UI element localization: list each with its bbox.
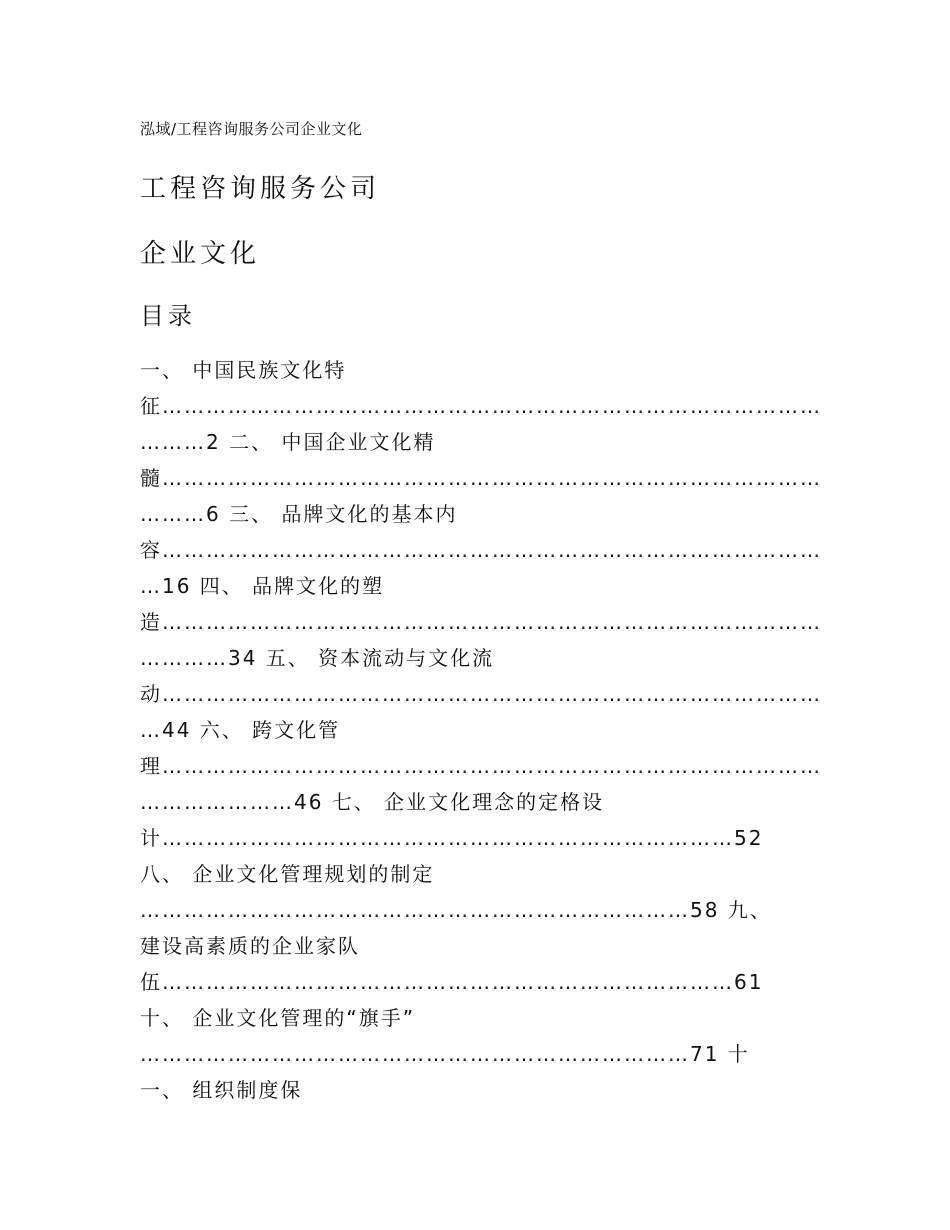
toc-line: …16 四、 品牌文化的塑 bbox=[140, 574, 385, 598]
toc-line: ………6 三、 品牌文化的基本内 bbox=[140, 502, 458, 526]
toc-line: 十、 企业文化管理的“旗手” bbox=[140, 1006, 416, 1030]
document-header: 泓域/工程咨询服务公司企业文化 bbox=[140, 120, 363, 138]
toc-line: …44 六、 跨文化管 bbox=[140, 718, 341, 742]
toc-line: 计……………………………………………………………………52 bbox=[140, 826, 764, 850]
title-culture: 企业文化 bbox=[140, 239, 261, 269]
toc-line: 动……………………………………………………………………………… bbox=[140, 682, 822, 706]
toc-line: 征……………………………………………………………………………… bbox=[140, 394, 822, 418]
toc-heading: 目录 bbox=[140, 302, 196, 330]
toc-line: 八、 企业文化管理规划的制定 bbox=[140, 862, 435, 886]
toc-line: 建设高素质的企业家队 bbox=[140, 934, 360, 958]
toc-line: …………………………………………………………………71 十 bbox=[140, 1042, 750, 1066]
toc-line: 容……………………………………………………………………………… bbox=[140, 538, 822, 562]
toc-line: …………………46 七、 企业文化理念的定格设 bbox=[140, 790, 605, 814]
toc-line: 一、 中国民族文化特 bbox=[140, 358, 347, 382]
toc-line: 髓……………………………………………………………………………… bbox=[140, 466, 822, 490]
toc-line: 伍……………………………………………………………………61 bbox=[140, 970, 764, 994]
toc-line: …………34 五、 资本流动与文化流 bbox=[140, 646, 495, 670]
toc-line: 造……………………………………………………………………………… bbox=[140, 610, 822, 634]
toc-line: ………2 二、 中国企业文化精 bbox=[140, 430, 436, 454]
toc-line: …………………………………………………………………58 九、 bbox=[140, 898, 772, 922]
title-company: 工程咨询服务公司 bbox=[140, 174, 381, 204]
toc-line: 理……………………………………………………………………………… bbox=[140, 754, 822, 778]
toc-line: 一、 组织制度保 bbox=[140, 1078, 303, 1102]
